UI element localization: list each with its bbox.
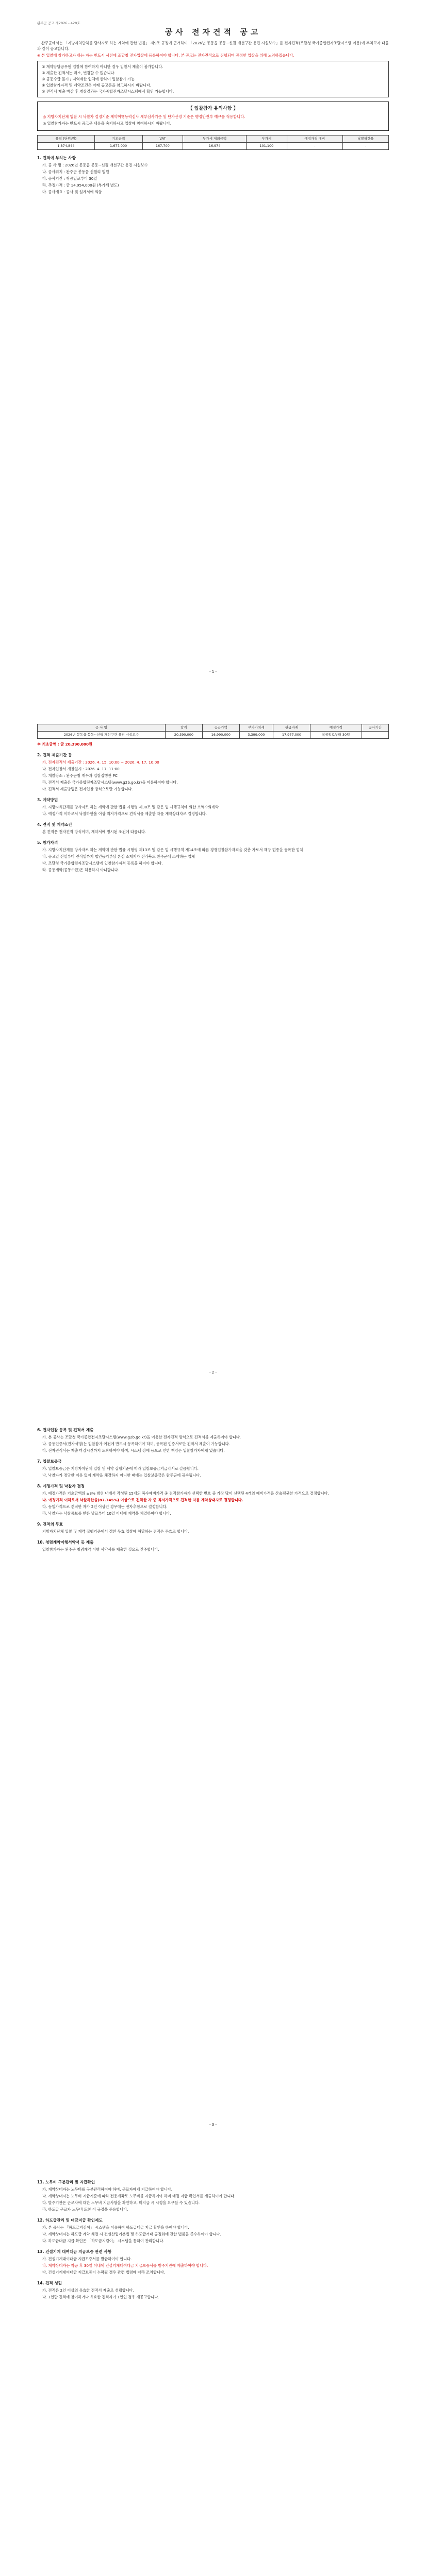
section-line: 마. 공사개요 : 공사 및 설계서에 의함 (42, 190, 102, 194)
table-cell: - (342, 143, 388, 150)
section-heading: 13. 건설기계 대여대금 지급보증 관련 사항 (37, 2249, 112, 2254)
section-line: 나. 전자입찰서 개찰일시 : 2026. 4. 17. 11:00 (42, 767, 120, 771)
section-line: 입찰참가자는 완주군 청렴계약 이행 서약서를 제출한 것으로 간주합니다. (42, 1547, 159, 1552)
section-heading: 11. 노무비 구분관리 및 지급확인 (37, 2180, 95, 2184)
section-line: 가. 견적은 2인 이상의 유효한 견적서 제출로 성립합니다. (42, 2288, 134, 2293)
table-cell: 3,399,000 (239, 732, 273, 739)
bid-notice-line: ◎ 지방자치단체 입찰 시 낙찰자 결정기준 계약이행능력심사 세부심사기준 및 단가산정 기준은 행정안전부 예규를 적용합니다. (43, 114, 245, 119)
section-line: 나. 계약상대자는 노무비 지급기준에 따라 전용계좌로 노무비를 지급하여야 하며 매월 지급 확인서를 제출하여야 합니다. (42, 2194, 236, 2198)
section-body (42, 1529, 389, 1534)
section-line: 다. 건설기계대여대금 지급보증이 누락될 경우 관련 법령에 따라 조치합니다. (42, 2270, 166, 2275)
section-body (42, 759, 389, 792)
bid-notice-box (37, 101, 389, 131)
table-cell: 2026년 봉동읍 봉동~신월 개선구간 용진 시설보수 (38, 732, 166, 739)
section-line: 가. 공 사 명 : 2026년 봉동읍 봉동~신월 개선구간 용진 시설보수 (42, 163, 148, 167)
section-line: 가. 지방자치단체를 당사자로 하는 계약에 관한 법률 시행령 제13조 및 같은 법 시행규칙 제14조에 따른 경쟁입찰참가자격을 갖춘 자로서 해당 업종을 등록한 업체 (42, 848, 303, 852)
table-header: 관급자재 (273, 724, 310, 732)
table-cell: 101,100 (247, 143, 287, 150)
key-note: ② 제출한 견적서는 취소, 변경할 수 없습니다. (42, 71, 116, 75)
section-line: 라. 추정가격 : 금 14,954,000원 (부가세 별도) (42, 183, 119, 188)
table-header: 용역 (단위:원) (38, 135, 95, 143)
section-line: 나. 공고일 전일부터 견적일까지 법인등기부상 본점 소재지가 전라북도 완주군에 소재하는 업체 (42, 854, 195, 859)
table-cell: - (287, 143, 342, 150)
section-body (42, 1466, 389, 1478)
section-line: 나. 계약상대자는 하도급 계약 체결 시 건설산업기본법 및 하도급거래 공정화에 관한 법률을 준수하여야 합니다. (42, 2232, 221, 2236)
section-body (42, 1490, 389, 1516)
page-2 (37, 721, 389, 874)
table-cell: 16,974 (183, 143, 247, 150)
section-line: 다. 동일가격으로 견적한 자가 2인 이상인 경우에는 전자추첨으로 결정합니다. (42, 1504, 168, 1509)
section-heading: 7. 입찰보증금 (37, 1459, 62, 1464)
table-header: 부가세 (247, 135, 287, 143)
table-row (38, 143, 389, 150)
intro-paragraph: 완주군에서는 「지방자치단체를 당사자로 하는 계약에 관한 법률」 제9조 규정에 근거하여 「2026년 봉동읍 봉동~신월 개선구간 용진 시설보수」를 전자견적(조달청 국가종합전자조달시스템 이용)에 부치고자 다음과 같이 공고합니다. (37, 41, 389, 51)
section-line: 가. 전자견적서 제출기간 : 2026. 4. 15. 10:00 ~ 2026. 4. 17. 10:00 (42, 760, 159, 765)
table-header: 기초금액 (94, 135, 142, 143)
table-row (38, 732, 389, 739)
table-header: 공 사 명 (38, 724, 166, 732)
section-line: 나. 1인만 견적에 참여하거나 유효한 견적자가 1인인 경우 재공고합니다. (42, 2295, 159, 2299)
table-header: VAT (142, 135, 183, 143)
section-body (42, 162, 389, 195)
page-title: 공사 전자견적 공고 (165, 27, 261, 37)
table-cell: 17,977,000 (273, 732, 310, 739)
section-line: 나. 공동인증서(전자서명)는 입찰참가 이전에 반드시 등록하여야 하며, 등록된 인증서로만 견적서 제출이 가능합니다. (42, 1442, 230, 1446)
section-line: 나. 낙찰자가 정당한 이유 없이 계약을 체결하지 아니한 때에는 입찰보증금은 완주군에 귀속됩니다. (42, 1473, 201, 1478)
section-body (42, 847, 389, 873)
table-header: 공사기간 (362, 724, 388, 732)
bid-notice-line: ◎ 입찰참가자는 반드시 공고문 내용을 숙지하시고 입찰에 참여하시기 바랍니다. (43, 121, 172, 126)
section-line: 다. 공사기간 : 착공일로부터 30일 (42, 176, 97, 181)
section-line: 다. 하도급대금 지급 확인은 「하도급지킴이」 시스템을 통하여 관리합니다. (42, 2239, 165, 2243)
section-heading: 9. 견적의 무효 (37, 1522, 63, 1527)
section-line: 본 견적은 전자견적 방식이며, 계약서에 명시된 조건에 따릅니다. (42, 829, 146, 834)
section-heading: 8. 예정가격 및 낙찰자 결정 (37, 1484, 85, 1488)
section-line: 지방자치단체 입찰 및 계약 집행기준에서 정한 무효 입찰에 해당하는 견적은 무효로 합니다. (42, 1529, 189, 1534)
page-3 (37, 1422, 389, 1553)
section-heading: 4. 견적 및 계약조건 (37, 822, 72, 827)
table-header: 예정가격 (310, 724, 362, 732)
section-body (42, 1547, 389, 1552)
section-line: 가. 건설기계대여대금 지급보증서를 발급하여야 합니다. (42, 2257, 132, 2261)
section-line: 가. 본 공사는 조달청 국가종합전자조달시스템(www.g2b.go.kr)을 이용한 전자견적 방식으로 견적서를 제출하여야 합니다. (42, 1435, 241, 1439)
section-line: 가. 입찰보증금은 지방자치단체 입찰 및 계약 집행기준에 따라 입찰보증금지급각서로 갈음합니다. (42, 1466, 199, 1471)
page-number: - 1 - (209, 670, 217, 674)
section-line: 라. 낙찰자는 낙찰통보를 받은 날로부터 10일 이내에 계약을 체결하여야 합니다. (42, 1511, 171, 1516)
section-line: 라. 하도급 근로자 노무비 또한 이 규정을 준용합니다. (42, 2207, 128, 2212)
table-cell (362, 732, 388, 739)
section-line: 다. 발주기관은 근로자에 대한 노무비 지급사항을 확인하고, 미지급 시 시정을 요구할 수 있습니다. (42, 2200, 200, 2205)
table-header: 부가가치세 (239, 724, 273, 732)
page-number: - 3 - (209, 2123, 217, 2127)
page-number: - 2 - (209, 1370, 217, 1375)
key-note: ⑤ 견적서 제출 마감 후 개찰결과는 국가종합전자조달시스템에서 확인 가능합니다. (42, 89, 174, 94)
section-heading: 5. 참가자격 (37, 840, 58, 845)
section-line: 가. 예정가격은 기초금액의 ±3% 범위 내에서 작성된 15개의 복수예비가격 중 견적참가자가 선택한 번호 중 가장 많이 선택된 4개의 예비가격을 산술평균한 가격으로 결정합니다. (42, 1491, 329, 1496)
table-header: 공급가액 (202, 724, 239, 732)
section-heading: 2. 견적 제출기간 등 (37, 753, 72, 757)
section-line: 나. 예정가격 이하로서 낙찰하한율 이상 최저가격으로 견적서를 제출한 자를 계약상대자로 결정합니다. (42, 811, 207, 816)
section-body (42, 829, 389, 835)
section-line: 다. 개찰장소 : 완주군청 재무과 입찰집행관 PC (42, 773, 118, 778)
section-body (42, 804, 389, 817)
section-body (42, 2187, 389, 2212)
section-heading: 3. 계약방법 (37, 798, 58, 802)
key-note: ③ 공동수급 불가 / 지역제한 업체에 한하여 입찰참가 가능 (42, 77, 135, 81)
section-body (42, 2256, 389, 2275)
base-price-note: ※ 기초금액 : 금 20,390,000원 (37, 742, 92, 747)
notice-number: 완주군 공고 제2026 - 420호 (37, 21, 80, 25)
key-notes-box (37, 61, 389, 97)
section-heading: 10. 청렴계약이행서약서 등 제출 (37, 1540, 94, 1545)
section-line: 마. 견적서 제출방법은 전자입찰 방식으로만 가능합니다. (42, 787, 133, 791)
table-cell: 16,990,000 (202, 732, 239, 739)
page-4 (37, 2174, 389, 2301)
section-body (42, 2225, 389, 2244)
table-header: 예정가격 대비 (287, 135, 342, 143)
table-header: 부가세 제외금액 (183, 135, 247, 143)
section-heading: 1. 견적에 부치는 사항 (37, 156, 76, 160)
table-cell: 1,874,844 (38, 143, 95, 150)
estimate-table (37, 724, 389, 739)
table-cell: 167,700 (142, 143, 183, 150)
bid-notice-title: 【 입찰참가 유의사항 】 (188, 106, 238, 111)
section-line: 다. 전자견적서는 제출 마감시간까지 도착하여야 하며, 시스템 장애 등으로 인한 책임은 입찰참가자에게 있습니다. (42, 1448, 225, 1453)
section-line: 나. 공사위치 : 완주군 봉동읍 신월리 일원 (42, 170, 109, 174)
section-heading: 14. 견적 성립 (37, 2281, 62, 2285)
page-1 (37, 21, 389, 196)
section-line: 라. 공동계약(공동수급)은 허용하지 아니합니다. (42, 868, 119, 872)
table-header: 합계 (165, 724, 202, 732)
intro-note: ※ 본 입찰에 참가하고자 하는 자는 반드시 사전에 조달청 전자입찰에 등록하여야 합니다. 본 공고는 전자견적으로 진행되며 공정한 입찰을 위해 노력하겠습니다. (37, 53, 294, 58)
key-note: ④ 입찰참가자격 및 계약조건은 아래 공고문을 참고하시기 바랍니다. (42, 83, 152, 88)
section-heading: 12. 하도급관리 및 대금지급 확인제도 (37, 2218, 103, 2223)
section-body (42, 2287, 389, 2300)
table-cell: 20,390,000 (165, 732, 202, 739)
price-table (37, 135, 389, 150)
section-line: 가. 지방자치단체를 당사자로 하는 계약에 관한 법률 시행령 제30조 및 같은 법 시행규칙에 의한 소액수의계약 (42, 805, 219, 809)
table-cell: 착공일로부터 30일 (310, 732, 362, 739)
section-line: 가. 계약상대자는 노무비를 구분관리하여야 하며, 근로자에게 지급하여야 합니다. (42, 2187, 172, 2192)
section-body (42, 1434, 389, 1453)
table-header: 낙찰하한율 (342, 135, 388, 143)
section-line: 다. 조달청 국가종합전자조달시스템에 입찰참가자격 등록을 하여야 합니다. (42, 861, 163, 866)
section-heading: 6. 전자입찰 등록 및 견적서 제출 (37, 1428, 94, 1432)
table-cell: 1,677,000 (94, 143, 142, 150)
section-line: 라. 견적서 제출은 국가종합전자조달시스템(www.g2b.go.kr)을 이용하여야 합니다. (42, 780, 178, 785)
section-line: 나. 예정가격 이하로서 낙찰하한율(87.745%) 이상으로 견적한 자 중 최저가격으로 견적한 자를 계약상대자로 결정합니다. (42, 1498, 243, 1502)
section-line: 나. 계약상대자는 착공 후 30일 이내에 건설기계대여대금 지급보증서를 발주기관에 제출하여야 합니다. (42, 2263, 208, 2268)
key-note: ① 계약담당공무원 입찰에 참여하지 아니한 경우 입찰서 제출이 불가합니다. (42, 64, 163, 69)
section-line: 가. 본 공사는 「하도급지킴이」 시스템을 이용하여 하도급대금 지급 확인을 하여야 합니다. (42, 2225, 189, 2230)
